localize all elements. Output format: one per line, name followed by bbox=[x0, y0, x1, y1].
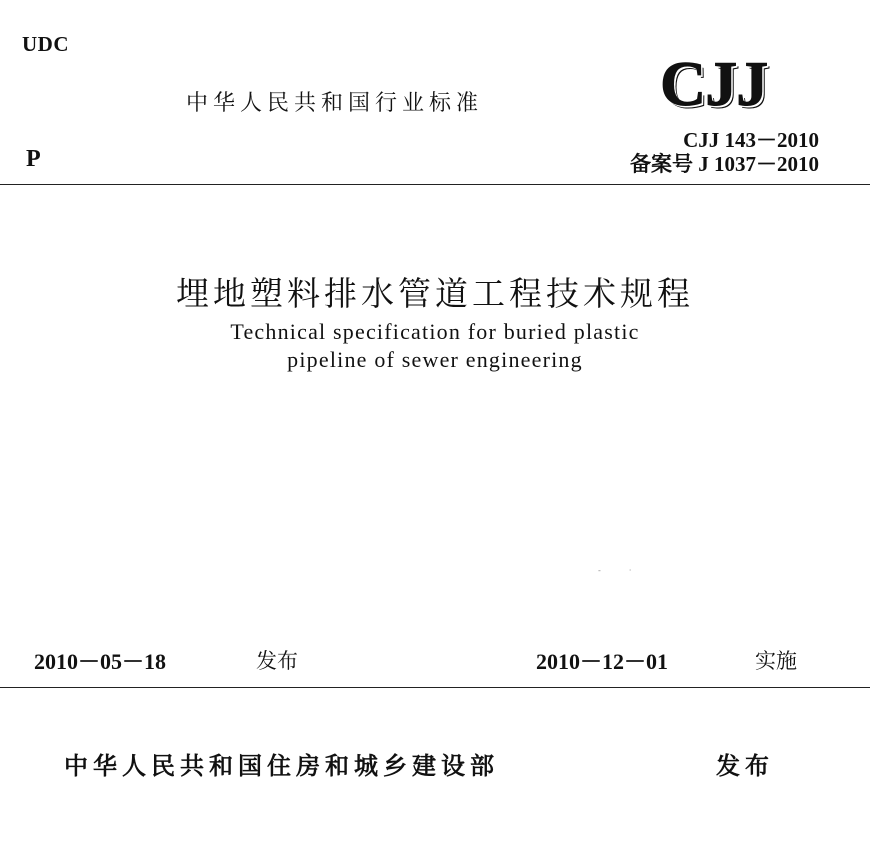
english-title-line-2: pipeline of sewer engineering bbox=[287, 347, 583, 372]
document-title-chinese: 埋地塑料排水管道工程技术规程 bbox=[176, 274, 694, 313]
bottom-divider bbox=[0, 687, 870, 688]
classification-letter: P bbox=[26, 146, 41, 172]
industry-standard-heading: 中华人民共和国行业标准 bbox=[186, 91, 484, 116]
standard-code: CJJ 143－2010 bbox=[683, 128, 819, 152]
record-number: 备案号 J 1037－2010 bbox=[630, 152, 819, 176]
issue-date: 2010－05－18 bbox=[34, 649, 167, 674]
top-divider bbox=[0, 184, 870, 185]
scan-specks: - · bbox=[598, 566, 632, 575]
document-title-english bbox=[0, 318, 870, 374]
udc-label: UDC bbox=[22, 32, 69, 56]
english-title-line-1: Technical specification for buried plastic bbox=[230, 319, 640, 344]
publish-label: 发布 bbox=[716, 752, 774, 780]
implementation-label: 实施 bbox=[755, 649, 797, 673]
implementation-date: 2010－12－01 bbox=[536, 649, 669, 674]
cjj-logo: CJJ bbox=[660, 48, 768, 119]
issue-label: 发布 bbox=[256, 649, 298, 673]
issuing-ministry: 中华人民共和国住房和城乡建设部 bbox=[64, 752, 499, 780]
